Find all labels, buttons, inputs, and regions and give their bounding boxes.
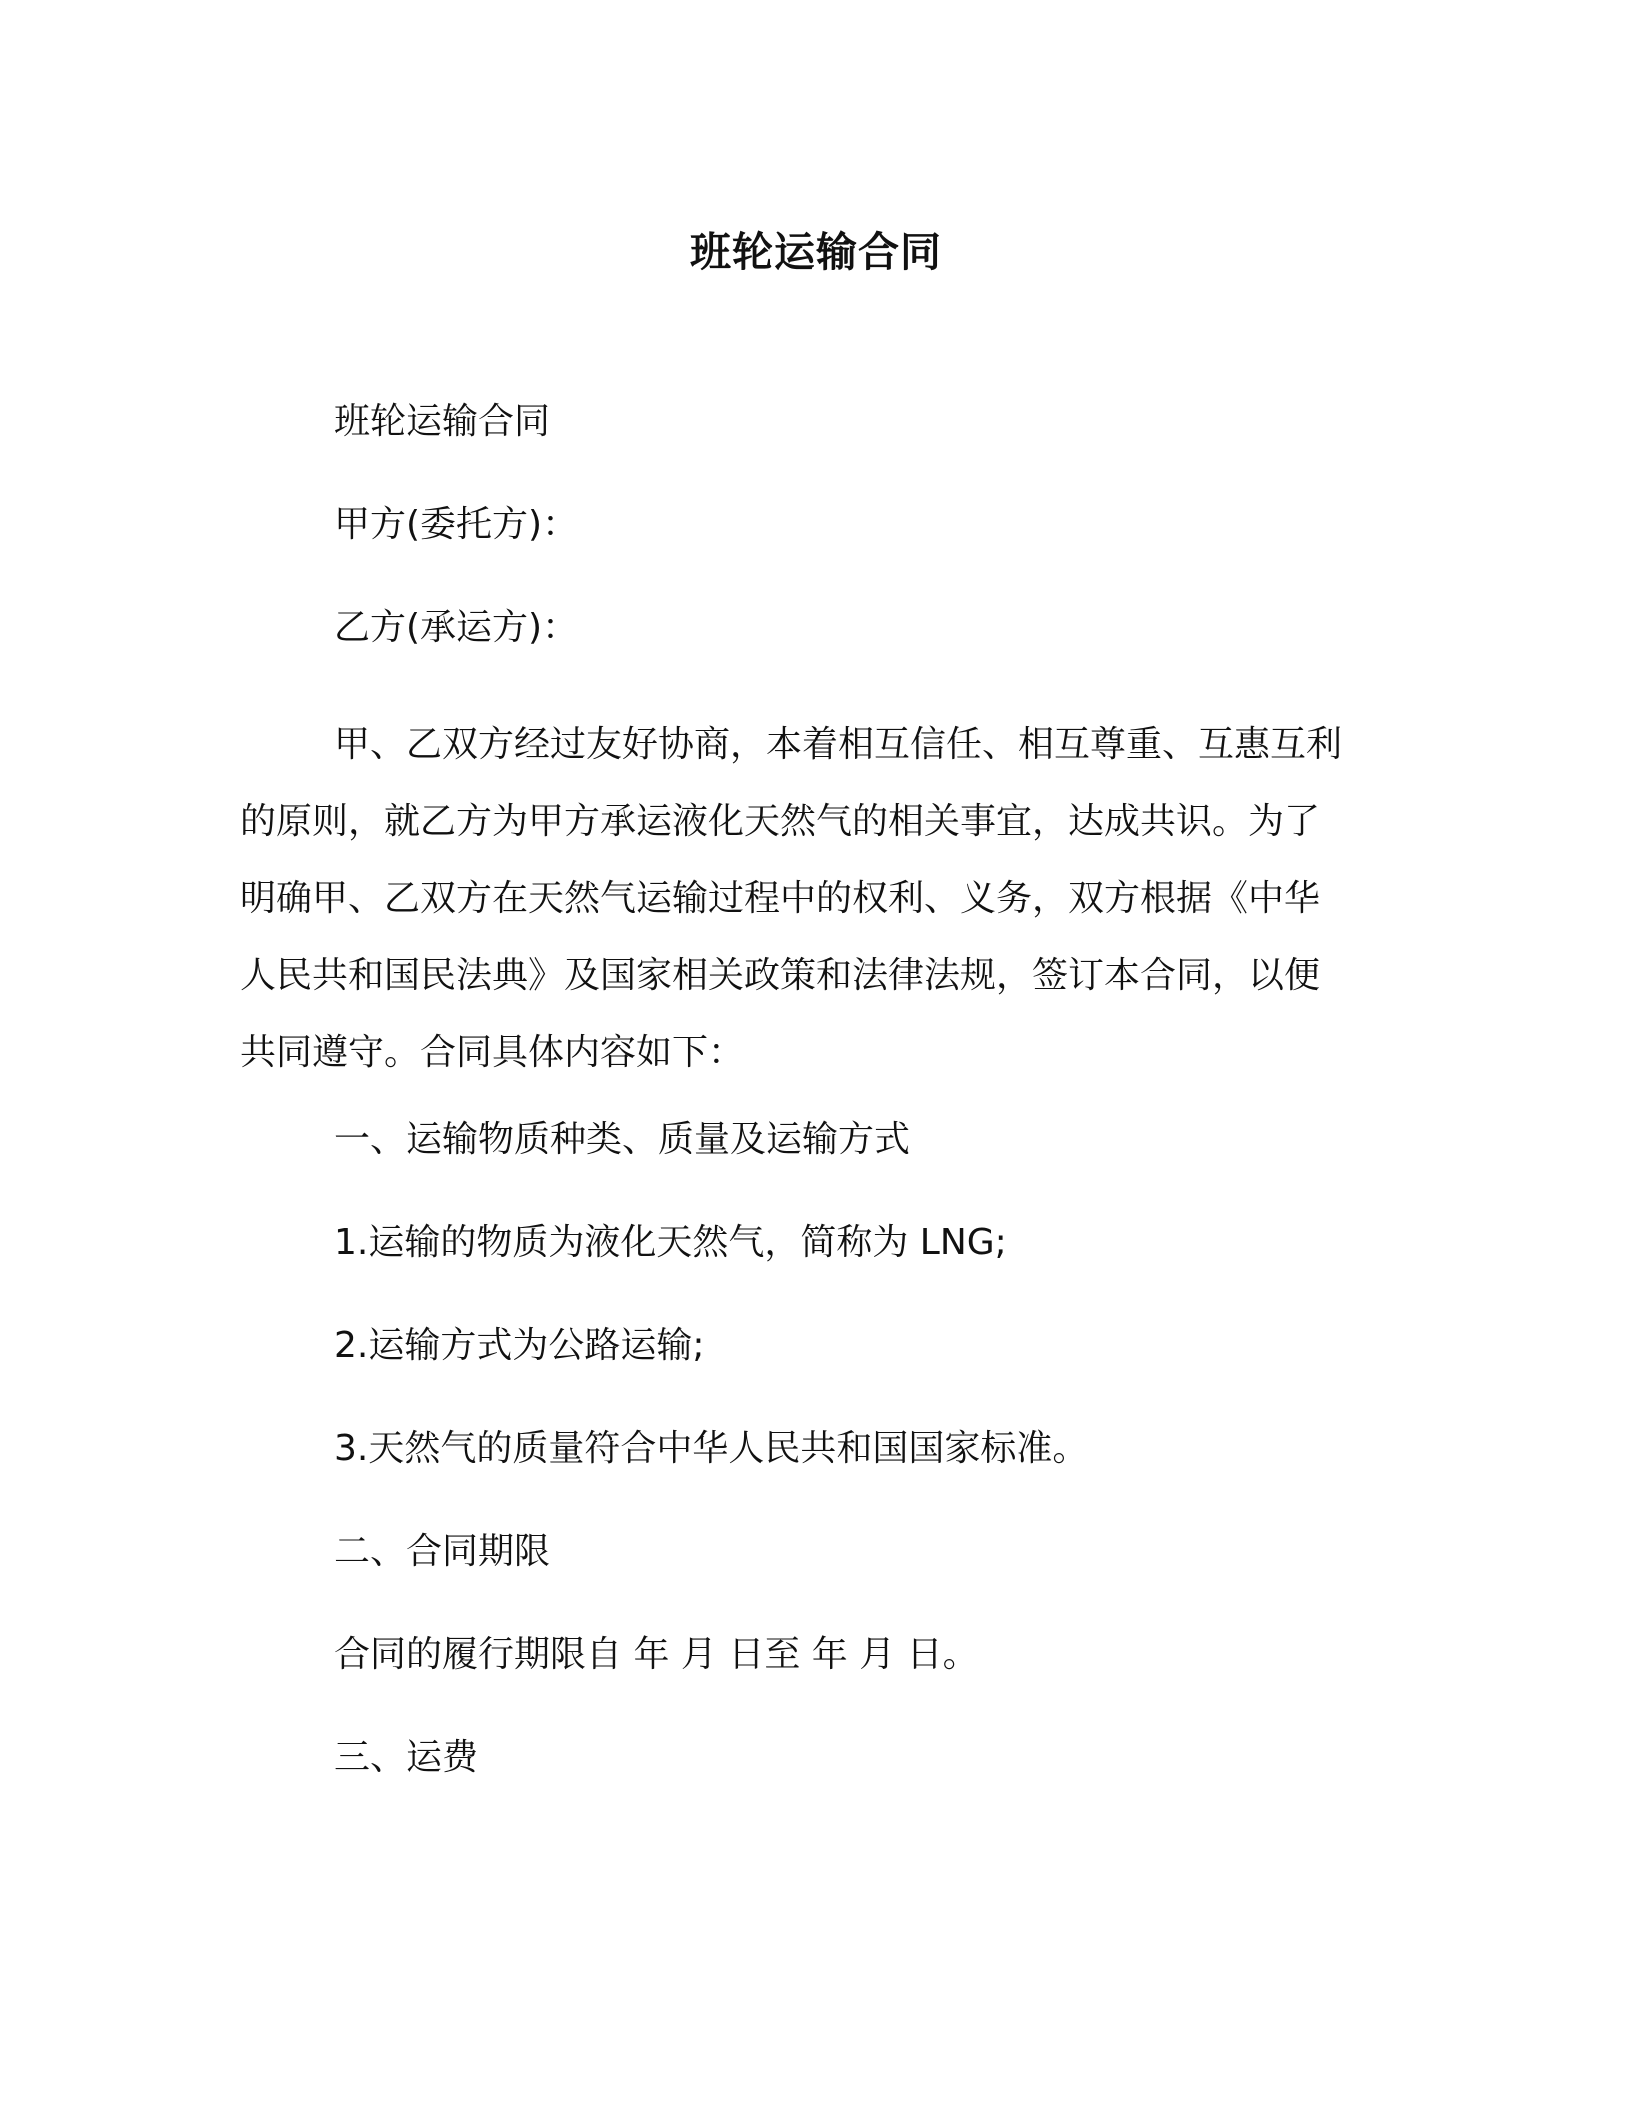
intro-line: 的原则，就乙方为甲方承运液化天然气的相关事宜，达成共识。为了 [240, 801, 1321, 842]
section-1-item-2: 2.运输方式为公路运输; [334, 1325, 705, 1366]
intro-line: 明确甲、乙双方在天然气运输过程中的权利、义务，双方根据《中华 [240, 878, 1321, 919]
intro-line: 共同遵守。合同具体内容如下： [240, 1032, 745, 1073]
intro-line: 人民共和国民法典》及国家相关政策和法律法规，签订本合同，以便 [240, 955, 1321, 996]
section-3-heading: 三、运费 [334, 1737, 479, 1778]
document-title: 班轮运输合同 [690, 228, 942, 276]
heading-repeat: 班轮运输合同 [334, 401, 551, 442]
intro-line: 甲、乙双方经过友好协商，本着相互信任、相互尊重、互惠互利 [334, 724, 1343, 765]
section-1-item-3: 3.天然气的质量符合中华人民共和国国家标准。 [334, 1428, 1089, 1469]
section-2-text: 合同的履行期限自 年 月 日至 年 月 日。 [334, 1634, 979, 1675]
intro-paragraph [240, 706, 1380, 1091]
section-1-heading: 一、运输物质种类、质量及运输方式 [334, 1119, 911, 1160]
section-1-item-1: 1.运输的物质为液化天然气，简称为 LNG; [334, 1222, 1007, 1263]
party-b-line: 乙方(承运方)： [334, 607, 579, 648]
section-2-heading: 二、合同期限 [334, 1531, 551, 1572]
party-a-line: 甲方(委托方)： [334, 504, 579, 545]
